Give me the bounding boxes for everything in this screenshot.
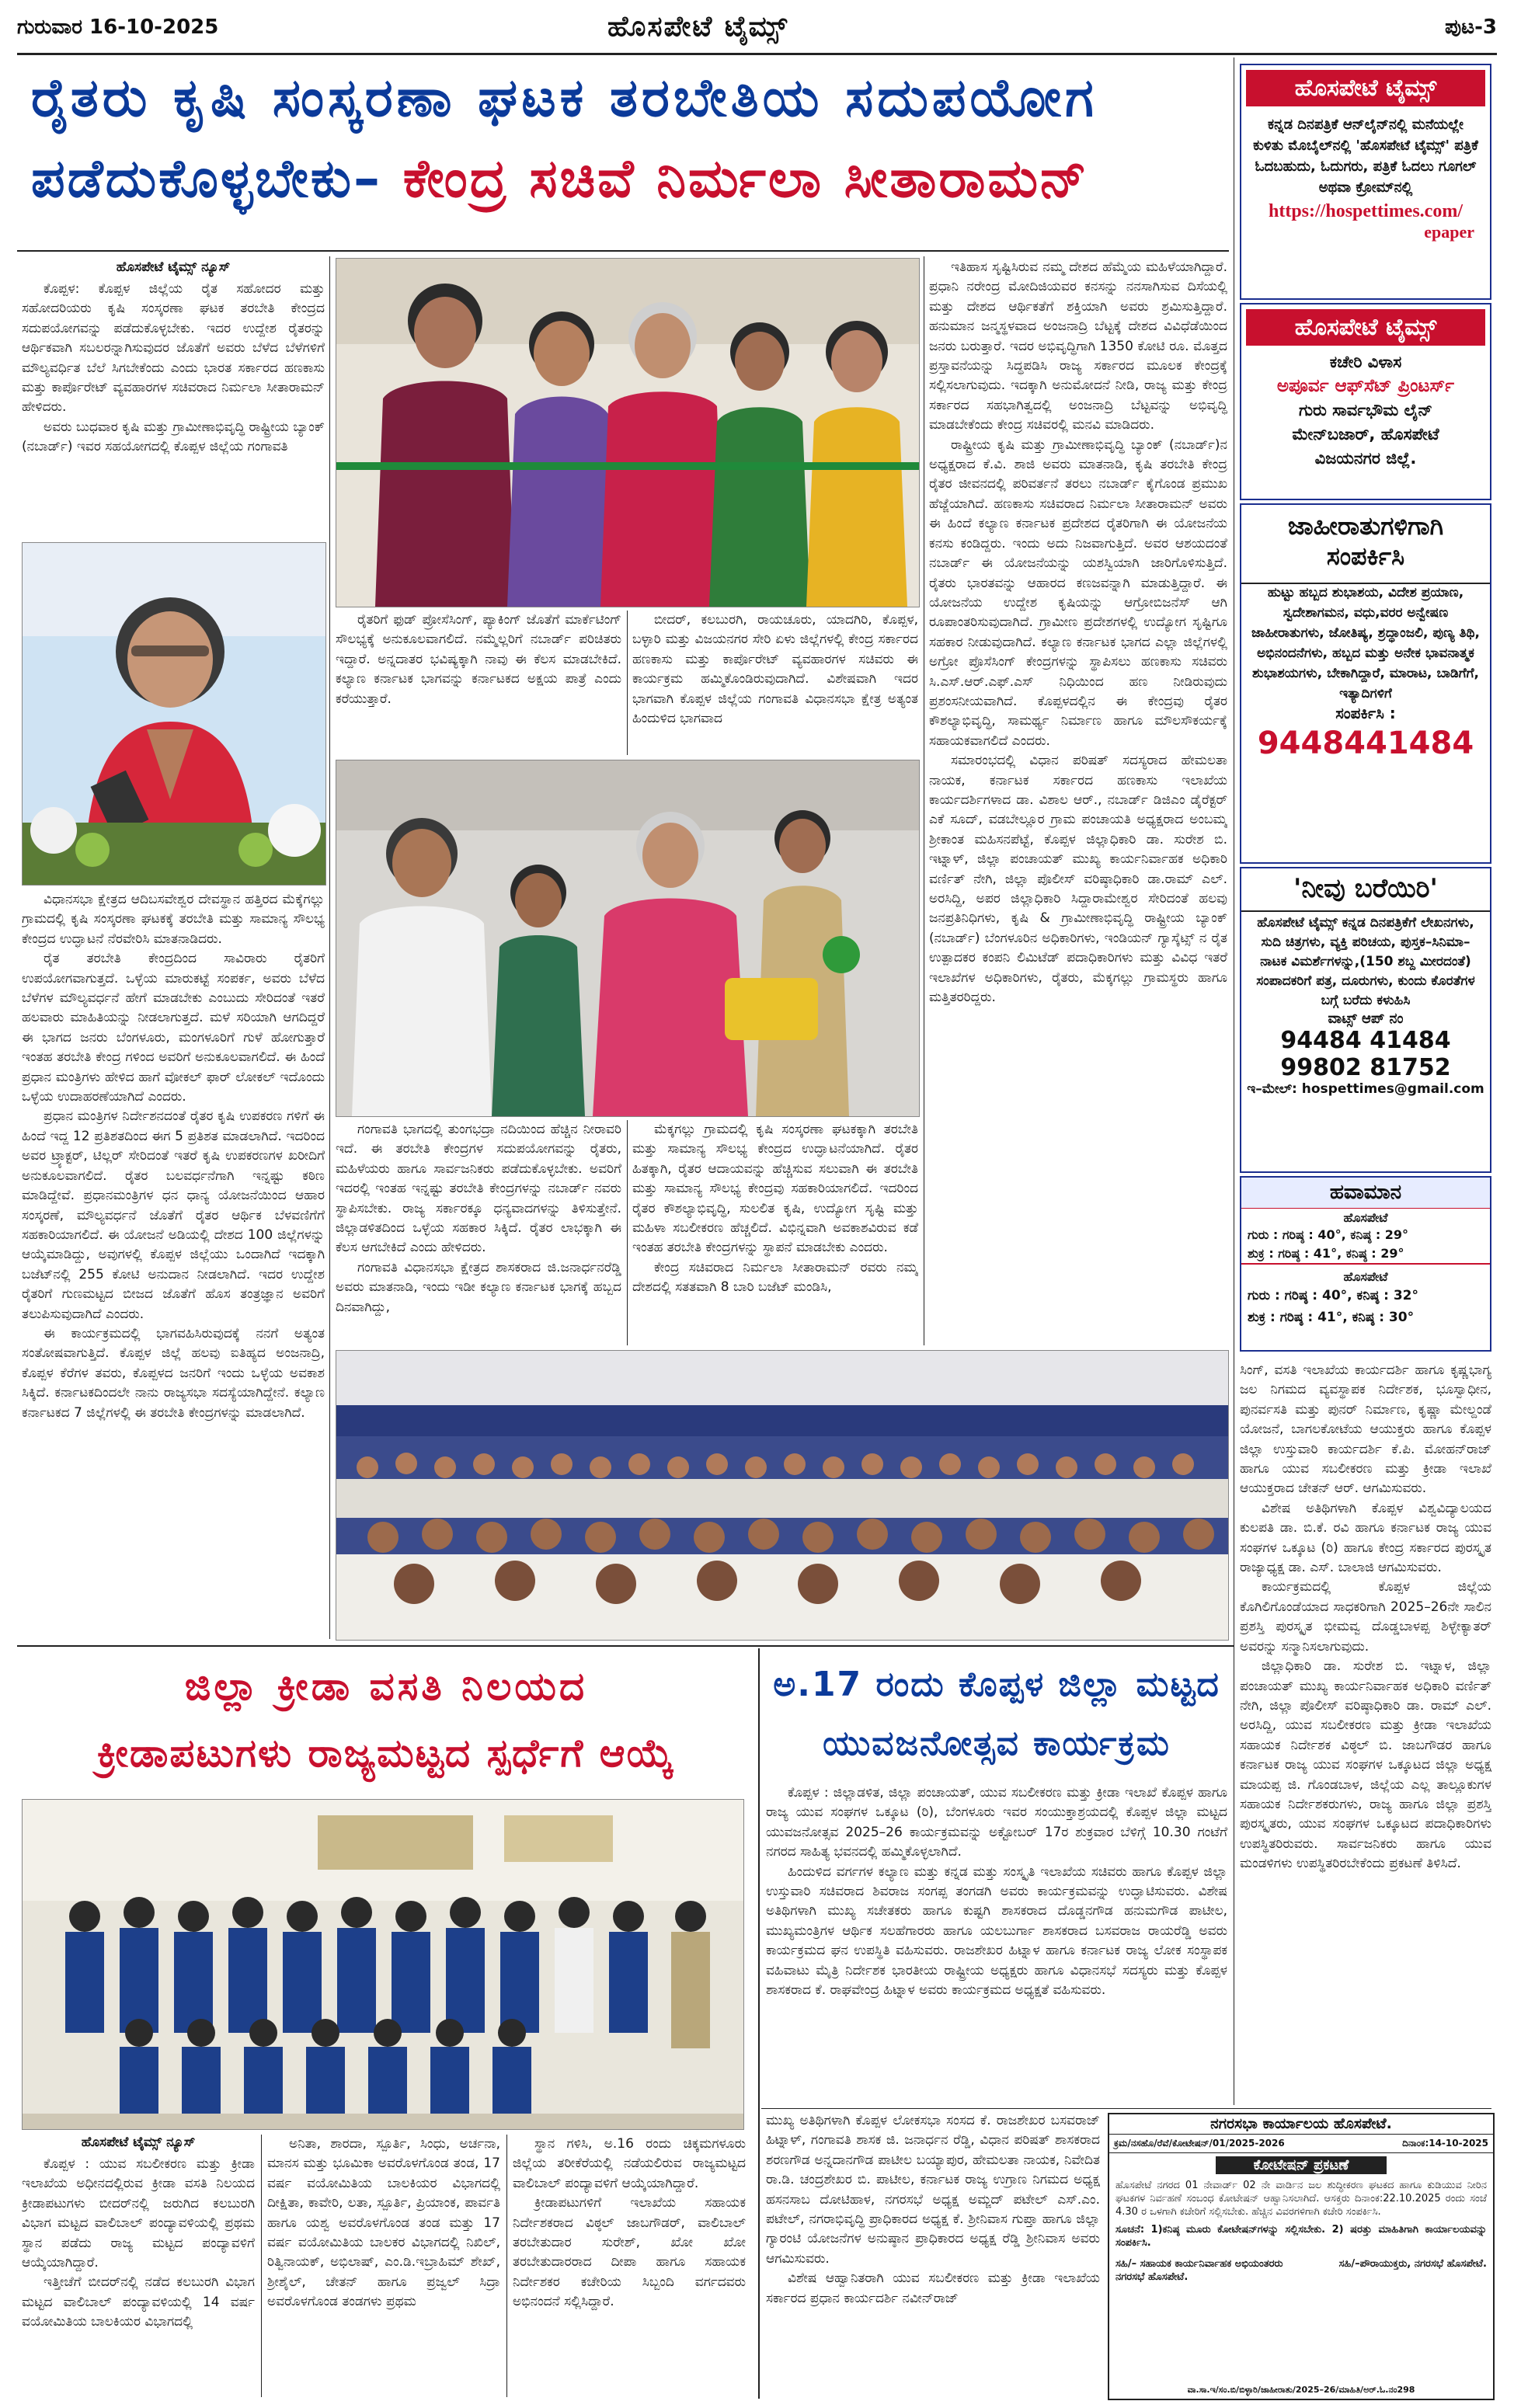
youth-headline-line2: ಯುವಜನೋತ್ಸವ ಕಾರ್ಯಕ್ರಮ (823, 1724, 1171, 1763)
office-label: ಕಚೇರಿ ವಿಳಾಸ (1329, 353, 1402, 371)
write-phone2[interactable]: 99802 81752 (1280, 1054, 1451, 1081)
quotation-notice (1108, 2113, 1495, 2400)
youth-col-bottom: ಮುಖ್ಯ ಅತಿಥಿಗಳಾಗಿ ಕೊಪ್ಪಳ ಲೋಕಸಭಾ ಸಂಸದ ಕೆ. ರಾಜಶೇಖರ ಬಸವರಾಜ್ ಹಿಟ್ನಾಳ್, ಗಂಗಾವತಿ ಶಾಸಕ ಜಿ. ಜನಾರ್ಧನ ರೆಡ್ಡಿ, ವಿಧಾನ ಪರಿಷತ್ ಶಾಸಕರಾದ ಶರಣಗೌಡ ಅನ್ನದಾನಗೌಡ ಪಾಟೀಲ ಬಯ್ಯಾಪುರ, ಹೇಮಲತಾ ನಾಯಕ, ನಿವೇದಿತ ರಾ.ಡಿ. ಚಂದ್ರಶೇಖರ ಬಿ. ಪಾಟೀಲ, ಕರ್ನಾಟಕ ರಾಜ್ಯ ಉಗ್ರಾಣ ನಿಗಮದ ಅಧ್ಯಕ್ಷ ಹಸನಸಾಬ ದೋಟಿಹಾಳ, ನಗರಸಭೆ ಅಧ್ಯಕ್ಷ ಅಮ್ಜದ್ ಪಟೇಲ್ ಎಸ್.ಎಂ. ಪಟೇಲ್, ನಗರಾಭಿವೃದ್ಧಿ ಪ್ರಾಧಿಕಾರದ ಅಧ್ಯಕ್ಷ ಕೆ. ಶ್ರೀನಿವಾಸ ಗುಪ್ತಾ ಹಾಗೂ ಜಿಲ್ಲಾ ಗ್ಯಾರಂಟಿ ಯೋಜನೆಗಳ ಅನುಷ್ಠಾನ ಪ್ರಾಧಿಕಾರದ ಅಧ್ಯಕ್ಷ ರೆಡ್ಡಿ ಶ್ರೀನಿವಾಸ ಅವರು ಆಗಮಿಸುವರು. ವಿಶೇಷ ಆಹ್ವಾನಿತರಾಗಿ ಯುವ ಸಬಲೀಕರಣ ಮತ್ತು ಕ್ರೀಡಾ ಇಲಾಖೆಯ ಸರ್ಕಾರದ ಪ್ರಧಾನ ಕಾರ್ಯದರ್ಶಿ ನವೀನ್‌ರಾಜ್ (766, 2113, 1100, 2306)
story-divider (758, 1648, 760, 2399)
epaper-label: epaper (1424, 222, 1474, 242)
write-whatsapp-label: ವಾಟ್ಸ್ ಆಪ್ ನಂ (1328, 1011, 1404, 1027)
notice-signatures: ಸಹಿ/– ಸಹಾಯಕ ಕಾರ್ಯನಿರ್ವಾಹಕ ಅಭಿಯಂತರರು ನಗರಸಭೆ ಹೊಸಪೇಟೆ. ಸಹಿ/–ಪೌರಾಯುಕ್ತರು, ನಗರಸಭೆ ಹೊಸಪೇಟೆ. (1115, 2258, 1487, 2283)
write-email[interactable]: ಇ–ಮೇಲ್: hospettimes@gmail.com (1247, 1081, 1484, 1097)
youth-headline-line1: ಅ.17 ರಂದು ಕೊಪ್ಪಳ ಜಿಲ್ಲಾ ಮಟ್ಟದ (773, 1665, 1220, 1704)
ads-phone[interactable]: 9448441484 (1257, 726, 1474, 761)
youth-continuation: ಸಿಂಗ್, ವಸತಿ ಇಲಾಖೆಯ ಕಾರ್ಯದರ್ಶಿ ಹಾಗೂ ಕೃಷ್ಣಭಾಗ್ಯ ಜಲ ನಿಗಮದ ವ್ಯವಸ್ಥಾಪಕ ನಿರ್ದೇಶಕ, ಭೂಸ್ವಾಧೀನ, ಪುನರ್ವಸತಿ ಮತ್ತು ಪುನರ್ ನಿರ್ಮಾಣ, ಕೃಷ್ಣಾ ಮೇಲ್ದಂಡೆ ಯೋಜನೆ, ಬಾಗಲಕೋಟೆಯ ಆಯುಕ್ತರು ಹಾಗೂ ಕೊಪ್ಪಳ ಜಿಲ್ಲಾ ಉಸ್ತುವಾರಿ ಕಾರ್ಯದರ್ಶಿ ಕೆ.ಪಿ. ಮೋಹನ್‌ರಾಜ್ ಹಾಗೂ ಯುವ ಸಬಲೀಕರಣ ಮತ್ತು ಕ್ರೀಡಾ ಇಲಾಖೆ ಆಯುಕ್ತರಾದ ಚೇತನ್ ಆರ್. ಆಗಮಿಸುವರು. ವಿಶೇಷ ಅತಿಥಿಗಳಾಗಿ ಕೊಪ್ಪಳ ವಿಶ್ವವಿದ್ಯಾಲಯದ ಕುಲಪತಿ ಡಾ. ಬಿ.ಕೆ. ರವಿ ಹಾಗೂ ಕರ್ನಾಟಕ ರಾಜ್ಯ ಯುವ ಸಂಘಗಳ ಒಕ್ಕೂಟ (ರಿ) ಹಾಗೂ ಕೇಂದ್ರ ಸರ್ಕಾರದ ಪುರಸ್ಕೃತ ರಾಜ್ಯಾಧ್ಯಕ್ಷ ಡಾ. ಎಸ್. ಬಾಲಾಜಿ ಆಗಮಿಸುವರು. ಕಾರ್ಯಕ್ರಮದಲ್ಲಿ ಕೊಪ್ಪಳ ಜಿಲ್ಲೆಯ ಕೊಗಿಲಿಗೊಂಡೆಯಾದ ಸಾಧಕರಿಗಾಗಿ 2025–26ನೇ ಸಾಲಿನ ಪ್ರಶಸ್ತಿ ಪುರಸ್ಕೃತ ಭೀಮವ್ವ ದೊಡ್ಡಬಾಳಪ್ಪ ಶಿಳ್ಳೇಕ್ಯಾತರ್ ಅವರನ್ನು ಸನ್ಮಾನಿಸಲಾಗುವುದು. ಜಿಲ್ಲಾಧಿಕಾರಿ ಡಾ. ಸುರೇಶ ಬಿ. ಇಟ್ನಾಳ, ಜಿಲ್ಲಾ ಪಂಚಾಯತ್ ಮುಖ್ಯ ಕಾರ್ಯನಿರ್ವಾಹಕ ಅಧಿಕಾರಿ ವರ್ಣಿತ್ ನೇಗಿ, ಜಿಲ್ಲಾ ಪೊಲೀಸ್ ವರಿಷ್ಠಾಧಿಕಾರಿ ಡಾ. ರಾಮ್ ಎಲ್. ಅರಸಿದ್ದಿ, ಯುವ ಸಬಲೀಕರಣ ಮತ್ತು ಕ್ರೀಡಾ ಇಲಾಖೆಯ ಸಹಾಯಕ ನಿರ್ದೇಶಕ ವಿಠ್ಠಲ್ ಬಿ. ಜಾಬಗೌಡರ ಹಾಗೂ ಕರ್ನಾಟಕ ರಾಜ್ಯ ಯುವ ಸಂಘಗಳ ಒಕ್ಕೂಟದ ಜಿಲ್ಲಾ ಅಧ್ಯಕ್ಷ ಮಾಯಪ್ಪ ಜಿ. ಗೊಂಡಬಾಳ, ಜಿಲ್ಲೆಯ ಎಲ್ಲ ತಾಲ್ಲೂಕುಗಳ ಸಹಾಯಕ ನಿರ್ದೇಶಕರುಗಳು, ರಾಜ್ಯ ಹಾಗೂ ಜಿಲ್ಲಾ ಪ್ರಶಸ್ತಿ ಪುರಸ್ಕೃತರು, ಯುವ ಸಂಘಗಳ ಒಕ್ಕೂಟದ ಪದಾಧಿಕಾರಿಗಳು ಉಪಸ್ಥಿತರಿರುವರು. ಸಾರ್ವಜನಿಕರು ಹಾಗೂ ಯುವ ಮಂಡಳಿಗಳು ಉಪಸ್ಥಿತರಿರಬೇಕೆಂದು ಪ್ರಕಟಣೆ ತಿಳಿಸಿದೆ. (1240, 1362, 1491, 1872)
ads-rule (1241, 583, 1490, 584)
office-box-title: ಹೊಸಪೇಟೆ ಟೈಮ್ಸ್ (1246, 309, 1485, 346)
lead-col1-bottom: ವಿಧಾನಸಭಾ ಕ್ಷೇತ್ರದ ಆದಿಬಸವೇಶ್ವರ ದೇವಸ್ಥಾನ ಹತ್ತಿರದ ಮೆಕ್ಕೆಗಲ್ಲು ಗ್ರಾಮದಲ್ಲಿ ಕೃಷಿ ಸಂಸ್ಕರಣಾ ಘಟಕಕ್ಕೆ ತರಬೇತಿ ಮತ್ತು ಸಾಮಾನ್ಯ ಸೌಲಭ್ಯ ಕೇಂದ್ರದ ಉದ್ಘಾಟನೆ ನೆರವೇರಿಸಿ ಮಾತನಾಡಿದರು. ರೈತ ತರಬೇತಿ ಕೇಂದ್ರದಿಂದ ಸಾವಿರಾರು ರೈತರಿಗೆ ಉಪಯೋಗವಾಗುತ್ತದೆ. ಒಳ್ಳೆಯ ಮಾರುಕಟ್ಟೆ ಸಂಪರ್ಕ, ಅವರು ಬೆಳೆದ ಬೆಳೆಗಳ ಮೌಲ್ಯವರ್ಧನೆ ಹೇಗೆ ಮಾಡಬೇಕು ಎಂಬುದು ಸೇರಿದಂತೆ ಇತರೆ ಹಲವಾರು ಮಾಹಿತಿಯನ್ನು ನೀಡಲಾಗುತ್ತದೆ. ಮಳೆ ಸರಿಯಾಗಿ ಆಗದಿದ್ದರೆ ಈ ಭಾಗದ ಜನರು ಬೆಂಗಳೂರು, ಮಂಗಳೂರಿಗೆ ಗುಳೆ ಹೋಗುತ್ತಾರೆ ಇಂತಹ ತರಬೇತಿ ಕೇಂದ್ರ ಗಳಿಂದ ಅವರಿಗೆ ಅನುಕೂಲವಾಗಲಿದೆ. ಈ ಹಿಂದೆ ಪ್ರಧಾನ ಮಂತ್ರಿಗಳು ಹೇಳಿದ ಹಾಗೆ ವೋಕಲ್ ಫಾರ್ ಲೋಕಲ್ ಇದೊಂದು ಒಳ್ಳೆಯ ಉದಾಹರಣೆಯಾಗಿದೆ ಎಂದರು. ಪ್ರಧಾನ ಮಂತ್ರಿಗಳ ನಿರ್ದೇಶನದಂತೆ ರೈತರ ಕೃಷಿ ಉಪಕರಣ ಗಳಿಗೆ ಈ ಹಿಂದೆ ಇದ್ದ 12 ಪ್ರತಿಶತದಿಂದ ಈಗ 5 ಪ್ರತಿಶತ ಮಾಡಲಾಗಿದೆ. ಇದರಿಂದ ಅವರ ಟ್ರ್ಯಾಕ್ಟರ್, ಟಿಲ್ಲರ್ ಸೇರಿದಂತೆ ಇತರೆ ಕೃಷಿ ಉಪಕರಣಗಳ ಖರೀದಿಗೆ ಅನುಕೂಲವಾಗಲಿದೆ. ರೈತರ ಬಲವರ್ಧನೆಗಾಗಿ ಇನ್ನಷ್ಟು ಕಠಿಣ ಮಾಡಿದ್ದೇವೆ. ಪ್ರಧಾನಮಂತ್ರಿಗಳ ಧನ ಧಾನ್ಯ ಯೋಜನೆಯಿಂದ ಆಹಾರ ಸಂಸ್ಕರಣೆ, ಮೌಲ್ಯವರ್ಧನೆ ಜೊತೆಗೆ ರೈತರ ಆರ್ಥಿಕ ಬೆಳವಣಿಗೆಗೆ ಸಹಕಾರಿಯಾಗಲಿದೆ. ಈ ಯೋಜನೆ ಅಡಿಯಲ್ಲಿ ದೇಶದ 100 ಜಿಲ್ಲೆಗಳನ್ನು ಆಯ್ಕೆಮಾಡಿದ್ದು, ಅವುಗಳಲ್ಲಿ ಕೊಪ್ಪಳ ಜಿಲ್ಲೆಯು ಒಂದಾಗಿದೆ ಇದಕ್ಕಾಗಿ ಬಜೆಟ್‌ನಲ್ಲಿ 255 ಕೋಟಿ ಅನುದಾನ ನೀಡಲಾಗಿದೆ. ಇದರ ಉದ್ದೇಶ ರೈತರಿಗೆ ಗುಣಮಟ್ಟದ ಬೀಜದ ಜೊತೆಗೆ ಹೊಸ ತಂತ್ರಜ್ಞಾನ ಅವರಿಗೆ ತಲುಪಿಸುವುದಾಗಿದೆ ಎಂದರು. ಈ ಕಾರ್ಯಕ್ರಮದಲ್ಲಿ ಭಾಗವಹಿಸಿರುವುದಕ್ಕೆ ನನಗೆ ಅತ್ಯಂತ ಸಂತೋಷವಾಗುತ್ತಿದೆ. ಕೊಪ್ಪಳ ಜಿಲ್ಲೆ ಹಲವು ಐತಿಹ್ಯದ ಅಂಜನಾದ್ರಿ, ಕೊಪ್ಪಳ ಕೆರೆಗಳ ತವರು, ಕೊಪ್ಪಳದ ಜನರಿಗೆ ಇಂದು ಒಳ್ಳೆಯ ಅವಕಾಶ ಸಿಕ್ಕಿದೆ. ಕರ್ನಾಟಕದಿಂದಲೇ ನಾನು ರಾಜ್ಯಸಭಾ ಸದಸ್ಯೆಯಾಗಿದ್ದೇನೆ. ಕಲ್ಯಾಣ ಕರ್ನಾಟಕದ 7 ಜಿಲ್ಲೆಗಳಲ್ಲಿ ಈ ತರಬೇತಿ ಕೇಂದ್ರಗಳನ್ನು ಮಾಡಲಾಗಿದೆ. (22, 892, 325, 1421)
weather-row: ಗುರು : ಗರಿಷ್ಠ : 40°, ಕನಿಷ್ಠ : 29° (1248, 1227, 1409, 1242)
lead-col3-mid: ಬೀದರ್, ಕಲಬುರಗಿ, ರಾಯಚೂರು, ಯಾದಗಿರಿ, ಕೊಪ್ಪಳ, ಬಳ್ಳಾರಿ ಮತ್ತು ವಿಜಯನಗರ ಸೇರಿ ಏಳು ಜಿಲ್ಲೆಗಳಲ್ಲಿ ಕೇಂದ್ರ ಸರ್ಕಾರದ ಹಣಕಾಸು ಮತ್ತು ಕಾರ್ಪೊರೇಟ್ ವ್ಯವಹಾರಗಳ ಸಚಿವರು ಈ ಕಾರ್ಯಕ್ರಮ ಹಮ್ಮಿಕೊಂಡಿರುವುದಾಗಿದೆ. ವಿಶೇಷವಾಗಿ ಇದರ ಭಾಗವಾಗಿ ಕೊಪ್ಪಳ ಜಿಲ್ಲೆಯ ಗಂಗಾವತಿ ವಿಧಾನಸಭಾ ಕ್ಷೇತ್ರ ಅತ್ಯಂತ ಹಿಂದುಳಿದ ಭಾಗವಾದ (632, 612, 918, 727)
sports-headline-line2: ಕ್ರೀಡಾಪಟುಗಳು ರಾಜ್ಯಮಟ್ಟದ ಸ್ಪರ್ಧೆಗೆ ಆಯ್ಕೆ (97, 1731, 675, 1776)
paper-name: ಹೊಸಪೇಟೆ ಟೈಮ್ಸ್ (607, 11, 789, 43)
lead-col2-bottom: ಗಂಗಾವತಿ ಭಾಗದಲ್ಲಿ ತುಂಗಭದ್ರಾ ನದಿಯಿಂದ ಹೆಚ್ಚಿನ ನೀರಾವರಿ ಇದೆ. ಈ ತರಬೇತಿ ಕೇಂದ್ರಗಳ ಸದುಪಯೋಗವನ್ನು ರೈತರು, ಮಹಿಳೆಯರು ಹಾಗೂ ಸಾರ್ವಜನಿಕರು ಪಡೆದುಕೊಳ್ಳಬೇಕು. ಅವರಿಗೆ ಇದರಲ್ಲಿ ಇಂತಹ ಇನ್ನಷ್ಟು ತರಬೇತಿ ಕೇಂದ್ರಗಳನ್ನು ನಬಾರ್ಡ್ ನವರು ಸ್ಥಾಪಿಸಬೇಕು. ರಾಜ್ಯ ಸರ್ಕಾರಕ್ಕೂ ಧನ್ಯವಾದಗಳನ್ನು ತಿಳಿಸುತ್ತೇನೆ. ಜಿಲ್ಲಾಡಳಿತದಿಂದ ಒಳ್ಳೆಯ ಸಹಕಾರ ಸಿಕ್ಕಿದೆ. ರೈತರ ಲಾಭಕ್ಕಾಗಿ ಈ ಕೆಲಸ ಆಗಬೇಕಿದೆ ಎಂದು ಹೇಳಿದರು. ಗಂಗಾವತಿ ವಿಧಾನಸಭಾ ಕ್ಷೇತ್ರದ ಶಾಸಕರಾದ ಜಿ.ಜನಾರ್ಧನರೆಡ್ಡಿ ಅವರು ಮಾತನಾಡಿ, ಇಂದು ಇಡೀ ಕಲ್ಯಾಣ ಕರ್ನಾಟಕ ಭಾಗಕ್ಕೆ ಹಬ್ಬದ ದಿನವಾಗಿದ್ದು, (336, 1122, 621, 1315)
lead-headline-line2 (31, 144, 1212, 214)
write-text: ಹೊಸಪೇಟೆ ಟೈಮ್ಸ್ ಕನ್ನಡ ದಿನಪತ್ರಿಕೆಗೆ ಲೇಖನಗಳು, ಸುದಿ ಚಿತ್ರಗಳು, ವ್ಯಕ್ತಿ ಪರಿಚಯ, ಪುಸ್ತಕ–ಸಿನಿಮಾ–ನಾಟಕ ವಿಮರ್ಶೆಗಳನ್ನು,(150 ಶಬ್ದ ಮೀರದಂತೆ) ಸಂಪಾದಕರಿಗೆ ಪತ್ರ, ದೂರುಗಳು, ಕುಂದು ಕೊರತೆಗಳ ಬಗ್ಗೆ ಬರೆದು ಕಳುಹಿಸಿ (1256, 915, 1475, 1008)
notice-footer: ವಾ.ಸಾ.ಇ/ಸಂ.ಬಿ/ಬಿಳ್ಳಾರಿ/ಜಾಹೀರಾತು/2025–26/ಮಾಹಿತಿ/ಅರ್.ಓ.ನಂ298 (1187, 2385, 1415, 2395)
notice-title: ಕೋಟೇಷನ್ ಪ್ರಕಟಣೆ (1216, 2156, 1387, 2174)
sidebar-weather-box (1240, 1176, 1491, 1352)
sidebar-epaper-box (1240, 64, 1491, 300)
notice-office: ನಗರಸಭಾ ಕಾರ್ಯಾಲಯ ಹೊಸಪೇಟೆ. (1109, 2114, 1493, 2135)
sidebar-ads-box (1240, 503, 1491, 864)
ads-text: ಹುಟ್ಟು ಹಬ್ಬದ ಶುಭಾಶಯ, ವಿದೇಶ ಪ್ರಯಾಣ, ಸ್ವದೇಶಾಗಮನ, ವಧು,ವರರ ಅನ್ವೇಷಣ ಜಾಹೀರಾತುಗಳು, ಜೋತಿಷ್ಯ, ಶ್ರದ್ಧಾಂಜಲಿ, ಪುಣ್ಯ ತಿಥಿ, ಅಭಿನಂದನೆಗಳು, ಹಬ್ಬದ ಮತ್ತು ಅನೇಕ ಭಾವನಾತ್ಮಕ ಶುಭಾಶಯಗಳು, ಬೇಕಾಗಿದ್ದಾರೆ, ಮಾರಾಟ, ಬಾಡಿಗೆಗೆ, ಇತ್ಯಾದಿಗಳಿಗೆ (1251, 585, 1480, 701)
sports-team-photo (22, 1799, 744, 2130)
col-rule-1 (329, 256, 330, 1639)
weather-city2: ಹೊಸಪೇಟೆ (1343, 1269, 1388, 1284)
epaper-box-text: ಕನ್ನಡ ದಿನಪತ್ರಿಕೆ ಆನ್‌ಲೈನ್‌ನಲ್ಲಿ ಮನೆಯಲ್ಲೇ ಕುಳಿತು ಮೊಬೈಲ್‌ನಲ್ಲಿ 'ಹೊಸಪೇಟೆ ಟೈಮ್ಸ್' ಪತ್ರಿಕೆ ಓದಬಹುದು, ಓದುಗರು, ಪತ್ರಿಕೆ ಓದಲು ಗೂಗಲ್ ಅಥವಾ ಕ್ರೋಮ್‌ನಲ್ಲಿ (1253, 117, 1478, 196)
headline-rule (17, 250, 1229, 252)
lead-col3-bottom: ಮೆಕ್ಕಗಲ್ಲು ಗ್ರಾಮದಲ್ಲಿ ಕೃಷಿ ಸಂಸ್ಕರಣಾ ಘಟಕಕ್ಕಾಗಿ ತರಬೇತಿ ಮತ್ತು ಸಾಮಾನ್ಯ ಸೌಲಭ್ಯ ಕೇಂದ್ರದ ಉದ್ಘಾಟನೆಯಾಗಿದೆ. ರೈತರ ಹಿತಕ್ಕಾಗಿ, ರೈತರ ಆದಾಯವನ್ನು ಹೆಚ್ಚಿಸುವ ಸಲುವಾಗಿ ಈ ತರಬೇತಿ ಮತ್ತು ಸಾಮಾನ್ಯ ಸೌಲಭ್ಯ ಕೇಂದ್ರವು ಸಹಕಾರಿಯಾಗಲಿದೆ. ಇದರಿಂದ ರೈತರ ಕೌಶಲ್ಯಾಭಿವೃದ್ಧಿ, ಸುಲಲಿತ ಕೃಷಿ, ಉದ್ಯೋಗ ಸೃಷ್ಟಿ ಮತ್ತು ಮಹಿಳಾ ಸಬಲೀಕರಣ ಹೆಚ್ಚಲಿದೆ. ವಿಭಿನ್ನವಾಗಿ ಅವಕಾಶವಿರುವ ಕಡೆ ಇಂತಹ ತರಬೇತಿ ಕೇಂದ್ರಗಳನ್ನು ಸ್ಥಾಪನೆ ಮಾಡಬೇಕು ಎಂದರು. ಕೇಂದ್ರ ಸಚಿವರಾದ ನಿರ್ಮಲಾ ಸೀತಾರಾಮನ್ ರವರು ನಮ್ಮ ದೇಶದಲ್ಲಿ ಸತತವಾಗಿ 8 ಬಾರಿ ಬಜೆಟ್ ಮಂಡಿಸಿ, (632, 1122, 918, 1296)
inspection-photo (336, 760, 920, 1117)
write-title: 'ನೀವು ಬರೆಯಿರಿ' (1293, 873, 1438, 904)
sports-byline: ಹೊಸಪೇಟೆ ಟೈಮ್ಸ್ ನ್ಯೂಸ್ (81, 2135, 196, 2150)
col-rule-2 (627, 611, 628, 755)
epaper-box-title: ಹೊಸಪೇಟೆ ಟೈಮ್ಸ್ (1246, 70, 1485, 106)
weather-title: ಹವಾಮಾನ (1241, 1178, 1490, 1209)
notice-body: ಹೊಸಪೇಟೆ ನಗರದ 01 ನೇವಾರ್ಡ್ 02 ನೇ ವಾರ್ಡಿನ ಜಲ ಶುದ್ಧೀಕರಣ ಘಟಕದ ಹಾಗೂ ಕುಡಿಯುವ ನೀರಿನ ಘಟಕಗಳ ನಿರ್ವಹಣೆ ಸಂಬಂಧ ಕೋಟೇಷನ್ ಆಹ್ವಾನಿಸಲಾಗಿದೆ. ಆಸಕ್ತರು ದಿನಾಂಕ:22.10.2025 ರಂದು ಸಂಜೆ 4.30 ರ ಒಳಗಾಗಿ ಕಚೇರಿಗೆ ಸಲ್ಲಿಸಬೇಕು. ಹೆಚ್ಚಿನ ವಿವರಗಳಿಗಾಗಿ ಕಚೇರಿ ಸಂಪರ್ಕಿಸಿ. (1115, 2180, 1487, 2218)
write-phone1[interactable]: 94484 41484 (1280, 1027, 1451, 1054)
youth-rule (761, 2108, 1491, 2109)
ads-title2: ಸಂಪರ್ಕಿಸಿ (1326, 541, 1405, 571)
office-line3: ಗುರು ಸಾರ್ವಭೌಮ ಲೈನ್ (1299, 401, 1432, 419)
sports-col3: ಸ್ಥಾನ ಗಳಿಸಿ, ಅ.16 ರಂದು ಚಿಕ್ಕಮಗಳೂರು ಜಿಲ್ಲೆಯ ತರೀಕೆರೆಯಲ್ಲಿ ನಡೆಯಲಿರುವ ರಾಜ್ಯಮಟ್ಟದ ವಾಲಿಬಾಲ್ ಪಂದ್ಯಾವಳಿಗೆ ಆಯ್ಕೆಯಾಗಿದ್ದಾರೆ. ಕ್ರೀಡಾಪಟುಗಳಿಗೆ ಇಲಾಖೆಯ ಸಹಾಯಕ ನಿರ್ದೇಶಕರಾದ ವಿಠ್ಠಲ್ ಜಾಬಗೌಡರ್, ವಾಲಿಬಾಲ್ ತರಬೇತುದಾರ ಸುರೇಶ್, ಖೋ ಖೋ ತರಬೇತುದಾರರಾದ ದೀಪಾ ಹಾಗೂ ಸಹಾಯಕ ನಿರ್ದೇಶಕರ ಕಚೇರಿಯ ಸಿಬ್ಬಂದಿ ವರ್ಗದವರು ಅಭಿನಂದನೆ ಸಲ್ಲಿಸಿದ್ದಾರೆ. (513, 2136, 746, 2310)
lead-col2-mid: ರೈತರಿಗೆ ಫುಡ್ ಪ್ರೋಸೆಸಿಂಗ್, ಪ್ಯಾಕಿಂಗ್ ಜೊತೆಗೆ ಮಾರ್ಕೆಟಿಂಗ್ ಸೌಲಭ್ಯಕ್ಕೆ ಅನುಕೂಲವಾಗಲಿದೆ. ನಮ್ಮೆಲ್ಲರಿಗೆ ನಬಾರ್ಡ್ ಪರಿಚಿತರು ಇದ್ದಾರೆ. ಅನ್ನದಾತರ ಭವಿಷ್ಯಕ್ಕಾಗಿ ನಾವು ಈ ಕೆಲಸ ಮಾಡಬೇಕಿದೆ. ಕಲ್ಯಾಣ ಕರ್ನಾಟಕ ಭಾಗವನ್ನು ಕರ್ನಾಟಕದ ಅಕ್ಷಯ ಪಾತ್ರೆ ಎಂದು ಕರೆಯುತ್ತಾರೆ. (336, 612, 621, 707)
lead-col1-top: ಕೊಪ್ಪಳ: ಕೊಪ್ಪಳ ಜಿಲ್ಲೆಯ ರೈತ ಸಹೋದರ ಮತ್ತು ಸಹೋದರಿಯರು ಕೃಷಿ ಸಂಸ್ಕರಣಾ ಘಟಕ ತರಬೇತಿ ಕೇಂದ್ರದ ಸದುಪಯೋಗವನ್ನು ಪಡೆದುಕೊಳ್ಳಬೇಕು. ಇದರ ಉದ್ದೇಶ ರೈತರನ್ನು ಆರ್ಥಿಕವಾಗಿ ಸಬಲರನ್ನಾಗಿಸುವುದರ ಜೊತೆಗೆ ಅವರು ಬೆಳೆದ ಬೆಳೆಗಳಿಗೆ ಮೌಲ್ಯವರ್ಧಿತ ಬೆಲೆ ಸಿಗಬೇಕೆಂದು ಎಂದು ಭಾರತ ಸರ್ಕಾರದ ಹಣಕಾಸು ಮತ್ತು ಕಾರ್ಪೊರೇಟ್ ವ್ಯವಹಾರಗಳ ಸಚಿವರಾದ ನಿರ್ಮಲಾ ಸೀತಾರಾಮನ್ ಹೇಳಿದರು. ಅವರು ಬುಧವಾರ ಕೃಷಿ ಮತ್ತು ಗ್ರಾಮೀಣಾಭಿವೃದ್ಧಿ ರಾಷ್ಟ್ರೀಯ ಬ್ಯಾಂಕ್ (ನಬಾರ್ಡ್) ಇವರ ಸಹಯೋಗದಲ್ಲಿ ಕೊಪ್ಪಳ ಜಿಲ್ಲೆಯ ಗಂಗಾವತಿ (22, 281, 325, 455)
notice-note: ಸೂಚನೆ: 1)ಕನಿಷ್ಠ ಮೂರು ಕೋಟೇಷನ್‌ಗಳನ್ನು ಸಲ್ಲಿಸಬೇಕು. 2) ಷರತ್ತು ಮಾಹಿತಿಗಾಗಿ ಕಾರ್ಯಾಲಯವನ್ನು ಸಂಪರ್ಕಿಸಿ. (1115, 2224, 1487, 2249)
sidebar-office-box (1240, 303, 1491, 500)
write-rule (1241, 910, 1490, 912)
lead-headline-part1: ಪಡೆದುಕೊಳ್ಳಬೇಕು– (31, 148, 383, 210)
sports-rule-2 (506, 2135, 507, 2397)
office-line4: ಮೇನ್‌ಬಜಾರ್, ಹೊಸಪೇಟೆ (1292, 425, 1439, 444)
col-rule-3 (627, 1120, 628, 1345)
sports-col2: ಅನಿತಾ, ಶಾರದಾ, ಸ್ಪೂರ್ತಿ, ಸಿಂಧು, ಅರ್ಚನಾ, ಮಾನಸ ಮತ್ತು ಭೂಮಿಕಾ ಅವರೊಳಗೊಂಡ ತಂಡ, 17 ವರ್ಷ ವಯೋಮಿತಿಯ ಬಾಲಕಿಯರ ವಿಭಾಗದಲ್ಲಿ ದೀಕ್ಷಿತಾ, ಕಾವೇರಿ, ಲತಾ, ಸ್ಪೂರ್ತಿ, ಪ್ರಿಯಾಂಕ, ಪಾರ್ವತಿ ಹಾಗೂ ಯಶ್ವ ಅವರೊಳಗೊಂಡ ತಂಡ ಮತ್ತು 17 ವರ್ಷ ವಯೋಮಿತಿಯ ಬಾಲಕರ ವಿಭಾಗದಲ್ಲಿ ನಿಖಿಲ್, ರಿತ್ವಿನಾಯಕ್, ಅಭಿಲಾಷ್, ಎಂ.ಡಿ.ಇಬ್ರಾಹಿಮ್ ಶೇಖ್, ಶ್ರೀಶೈಲ್, ಚೇತನ್ ಹಾಗೂ ಪ್ರಜ್ವಲ್ ಸಿದ್ರಾ ಅವರೊಳಗೊಂಡ ತಂಡಗಳು ಪ್ರಥಮ (267, 2136, 500, 2310)
sidebar-write-box (1240, 867, 1491, 1173)
masthead (17, 6, 1497, 51)
sports-col1: ಕೊಪ್ಪಳ : ಯುವ ಸಬಲೀಕರಣ ಮತ್ತು ಕ್ರೀಡಾ ಇಲಾಖೆಯ ಅಧೀನದಲ್ಲಿರುವ ಕ್ರೀಡಾ ವಸತಿ ನಿಲಯದ ಕ್ರೀಡಾಪಟುಗಳು ಬೀದರ್‌ನಲ್ಲಿ ಜರುಗಿದ ಕಲಬುರಗಿ ವಿಭಾಗ ಮಟ್ಟದ ವಾಲಿಬಾಲ್ ಪಂದ್ಯಾವಳಿಯಲ್ಲಿ ಪ್ರಥಮ ಸ್ಥಾನ ಪಡೆದು ರಾಜ್ಯ ಮಟ್ಟದ ಪಂದ್ಯಾವಳಿಗೆ ಆಯ್ಕೆಯಾಗಿದ್ದಾರೆ. ಇತ್ತೀಚೆಗೆ ಬೀದರ್‌ನಲ್ಲಿ ನಡೆದ ಕಲಬುರಗಿ ವಿಭಾಗ ಮಟ್ಟದ ವಾಲಿಬಾಲ್ ಪಂದ್ಯಾವಳಿಯಲ್ಲಿ 14 ವರ್ಷ ವಯೋಮಿತಿಯ ಬಾಲಕಿಯರ ವಿಭಾಗದಲ್ಲಿ (22, 2156, 255, 2330)
minister-speech-photo (22, 542, 326, 886)
ribbon-cutting-photo (336, 258, 920, 607)
weather-row: ಗುರು : ಗರಿಷ್ಠ : 40°, ಕನಿಷ್ಠ : 32° (1248, 1288, 1419, 1303)
youth-col: ಕೊಪ್ಪಳ : ಜಿಲ್ಲಾಡಳಿತ, ಜಿಲ್ಲಾ ಪಂಚಾಯತ್, ಯುವ ಸಬಲೀಕರಣ ಮತ್ತು ಕ್ರೀಡಾ ಇಲಾಖೆ ಕೊಪ್ಪಳ ಹಾಗೂ ರಾಜ್ಯ ಯುವ ಸಂಘಗಳ ಒಕ್ಕೂಟ (ರಿ), ಬೆಂಗಳೂರು ಇವರ ಸಂಯುಕ್ತಾಶ್ರಯದಲ್ಲಿ ಕೊಪ್ಪಳ ಜಿಲ್ಲಾ ಮಟ್ಟದ ಯುವಜನೋತ್ಸವ 2025–26 ಕಾರ್ಯಕ್ರಮವನ್ನು ಅಕ್ಟೋಬರ್ 17ರ ಶುಕ್ರವಾರ ಬೆಳಿಗ್ಗೆ 10.30 ಗಂಟೆಗೆ ನಗರದ ಸಾಹಿತ್ಯ ಭವನದಲ್ಲಿ ಹಮ್ಮಿಕೊಳ್ಳಲಾಗಿದೆ. ಹಿಂದುಳಿದ ವರ್ಗಗಳ ಕಲ್ಯಾಣ ಮತ್ತು ಕನ್ನಡ ಮತ್ತು ಸಂಸ್ಕೃತಿ ಇಲಾಖೆಯ ಸಚಿವರು ಹಾಗೂ ಕೊಪ್ಪಳ ಜಿಲ್ಲಾ ಉಸ್ತುವಾರಿ ಸಚಿವರಾದ ಶಿವರಾಜ ಸಂಗಪ್ಪ ತಂಗಡಗಿ ಅವರು ಕಾರ್ಯಕ್ರಮವನ್ನು ಉದ್ಘಾಟಿಸುವರು. ವಿಶೇಷ ಅತಿಥಿಗಳಾಗಿ ಮುಖ್ಯ ಸಚೇತಕರು ಹಾಗೂ ಕುಷ್ಟಗಿ ಶಾಸಕರಾದ ದೊಡ್ಡನಗೌಡ ಹನುಮಗೌಡ ಪಾಟೀಲ, ಮುಖ್ಯಮಂತ್ರಿಗಳ ಆರ್ಥಿಕ ಸಲಹೆಗಾರರು ಹಾಗೂ ಯಲಬುರ್ಗಾ ಶಾಸಕರಾದ ಬಸವರಾಜ ರಾಯರೆಡ್ಡಿ ಅವರು ಕಾರ್ಯಕ್ರಮದ ಘನ ಉಪಸ್ಥಿತಿ ವಹಿಸುವರು. ರಾಜಶೇಖರ ಹಿಟ್ನಾಳ ಹಾಗೂ ಕರ್ನಾಟಕ ರಾಜ್ಯ ಲೋಕ ಸಂಸ್ಥಾಪಕ ವಹಿವಾಟು ಮೈತ್ರಿ ನಿರ್ದೇಶಕ ಭಾರತೀಯ ರಾಷ್ಟ್ರೀಯ ಅಧ್ಯಕ್ಷರು ಹಾಗೂ ವಿಧಾನಸಭೆ ಸದಸ್ಯರು ಮತ್ತು ಕೊಪ್ಪಳ ಶಾಸಕರಾದ ಕೆ. ರಾಘವೇಂದ್ರ ಹಿಟ್ನಾಳ ಅವರು ಕಾರ್ಯಕ್ರಮದ ಅಧ್ಯಕ್ಷತೆ ವಹಿಸುವರು. (766, 1785, 1227, 1999)
ads-contact-label: ಸಂಪರ್ಕಿಸಿ : (1335, 704, 1396, 722)
office-line5: ವಿಜಯನಗರ ಜಿಲ್ಲೆ. (1314, 449, 1417, 468)
epaper-url-link[interactable]: https://hospettimes.com/ (1269, 201, 1463, 221)
sports-rule-1 (261, 2135, 262, 2397)
weather-row: ಶುಕ್ರ : ಗರಿಷ್ಠ : 41°, ಕನಿಷ್ಠ : 30° (1248, 1310, 1415, 1325)
masthead-rule (17, 53, 1497, 55)
sports-headline-line1: ಜಿಲ್ಲಾ ಕ್ರೀಡಾ ವಸತಿ ನಿಲಯದ (184, 1664, 588, 1709)
lead-headline-line1: ರೈತರು ಕೃಷಿ ಸಂಸ್ಕರಣಾ ಘಟಕ ತರಬೇತಿಯ ಸದುಪಯೋಗ (31, 68, 1098, 129)
notice-refline: ಕ್ರಮ/ನಸಹೊ/ರೆವೆ/ಕೋಟೇಷನ್/01/2025-2026 ದಿನಾಂಕ:14-10-2025 (1109, 2135, 1493, 2153)
issue-date: ಗುರುವಾರ 16-10-2025 (17, 16, 219, 39)
page-number: ಪುಟ-3 (1444, 16, 1497, 39)
section-rule (17, 1645, 1234, 1647)
ads-title1: ಜಾಹೀರಾತುಗಳಿಗಾಗಿ (1287, 511, 1444, 541)
lead-headline-part2: ಕೇಂದ್ರ ಸಚಿವೆ ನಿರ್ಮಲಾ ಸೀತಾರಾಮನ್ (402, 148, 1089, 210)
audience-photo (336, 1350, 1229, 1641)
weather-row: ಶುಕ್ರ : ಗರಿಷ್ಠ : 41°, ಕನಿಷ್ಠ : 29° (1241, 1244, 1490, 1265)
office-printer: ಅಪೂರ್ವ ಆಫ್‌ಸೆಟ್ ಪ್ರಿಂಟರ್ಸ್ (1276, 376, 1455, 396)
weather-city1: ಹೊಸಪೇಟೆ (1343, 1210, 1388, 1225)
lead-byline: ಹೊಸಪೇಟೆ ಟೈಮ್ಸ್ ನ್ಯೂಸ್ (116, 259, 231, 275)
lead-col4: ಇತಿಹಾಸ ಸೃಷ್ಟಿಸಿರುವ ನಮ್ಮ ದೇಶದ ಹೆಮ್ಮೆಯ ಮಹಿಳೆಯಾಗಿದ್ದಾರೆ. ಪ್ರಧಾನಿ ನರೇಂದ್ರ ಮೋದಿಜಿಯವರ ಕನಸನ್ನು ನನಸಾಗಿಸುವ ದಿಸೆಯಲ್ಲಿ ಮತ್ತು ದೇಶದ ಆರ್ಥಿಕತೆಗೆ ಶಕ್ತಿಯಾಗಿ ಅವರು ಶ್ರಮಿಸುತ್ತಿದ್ದಾರೆ. ಹನುಮಾನ ಜನ್ಮಸ್ಥಳವಾದ ಅಂಜನಾದ್ರಿ ಬೆಟ್ಟಕ್ಕೆ ದೇಶದ ವಿವಿಧೆಡೆಯಿಂದ ಜನರು ಬರುತ್ತಾರೆ. ಇದರ ಅಭಿವೃದ್ಧಿಗಾಗಿ 1350 ಕೋಟಿ ರೂ. ಮೊತ್ತದ ಪ್ರಸ್ತಾವನೆಯನ್ನು ಸಿದ್ಧಪಡಿಸಿ ರಾಜ್ಯ ಸರ್ಕಾರದ ಮೂಲಕ ಕೇಂದ್ರಕ್ಕೆ ಸಲ್ಲಿಸಲಾಗುವುದು. ಇದಕ್ಕಾಗಿ ಅನುಮೋದನೆ ನೀಡಿ, ರಾಜ್ಯ ಮತ್ತು ಕೇಂದ್ರ ಸರ್ಕಾರದ ಸಹಭಾಗಿತ್ವದಲ್ಲಿ ಅಂಜನಾದ್ರಿ ಬೆಟ್ಟವನ್ನು ಅಭಿವೃದ್ಧಿ ಮಾಡಬೇಕೆಂದು ಕೇಂದ್ರ ಸಚಿವರಲ್ಲಿ ಮನವಿ ಮಾಡಿದರು. ರಾಷ್ಟ್ರೀಯ ಕೃಷಿ ಮತ್ತು ಗ್ರಾಮೀಣಾಭಿವೃದ್ಧಿ ಬ್ಯಾಂಕ್ (ನಬಾರ್ಡ್)ನ ಅಧ್ಯಕ್ಷರಾದ ಕೆ.ವಿ. ಶಾಜಿ ಅವರು ಮಾತನಾಡಿ, ಕೃಷಿ ತರಬೇತಿ ಕೇಂದ್ರ ರೈತರ ಜೀವನದಲ್ಲಿ ಪರಿವರ್ತನೆ ತರಲು ನಬಾರ್ಡ್ ಕೈಗೊಂಡ ಪ್ರಮುಖ ಹೆಜ್ಜೆಯಾಗಿದೆ. ಹಣಕಾಸು ಸಚಿವರಾದ ನಿರ್ಮಲಾ ಸೀತಾರಾಮನ್ ಅವರು ಈ ಹಿಂದೆ ಕಲ್ಯಾಣ ಕರ್ನಾಟಕ ಪ್ರದೇಶದ ರೈತರಿಗಾಗಿ ಈ ಯೋಜನೆಯ ಕನಸು ಕಂಡಿದ್ದರು. ಇಂದು ಅದು ನಿಜವಾಗುತ್ತಿದೆ. ಅವರ ಆಶಯದಂತೆ ನಬಾರ್ಡ್ ಈ ಯೋಜನೆಯನ್ನು ಯಶಸ್ವಿಯಾಗಿ ಜಾರಿಗೊಳಿಸುತ್ತಿದೆ. ರೈತರು ಭಾರತವನ್ನು ಆಹಾರದ ಕಣಜವನ್ನಾಗಿ ಮಾಡುತ್ತಿದ್ದಾರೆ. ಈ ಯೋಜನೆಯ ಉದ್ದೇಶ ಕೃಷಿಯನ್ನು ಆಗ್ರೋಬಿಜನೆಸ್ ಆಗಿ ರೂಪಾಂತರಿಸುವುದಾಗಿದೆ. ಗ್ರಾಮೀಣ ಪ್ರದೇಶಗಳಲ್ಲಿ ಉದ್ಯೋಗ ಸೃಷ್ಟಿಗೂ ಸಹಕಾರ ನೀಡುವುದಾಗಿದೆ. ಕಲ್ಯಾಣ ಕರ್ನಾಟಕ ಭಾಗದ ಎಲ್ಲಾ ಜಿಲ್ಲೆಗಳಲ್ಲಿ ಅಗ್ರೋ ಪ್ರೊಸೆಸಿಂಗ್ ಕೇಂದ್ರಗಳನ್ನು ಸ್ಥಾಪಿಸಲು ಹಣಕಾಸು ಸಚಿವರು ಸಿ.ಎಸ್.ಆರ್.ಎಫ್.ಎಸ್ ನಿಧಿಯಿಂದ ಹಣ ನೀಡಿರುವುದು ಪ್ರಶಂಸನೀಯವಾಗಿದೆ. ಕೊಪ್ಪಳದಲ್ಲಿನ ಈ ಕೇಂದ್ರವು ರೈತರ ಕೌಶಲ್ಯಾಭಿವೃದ್ಧಿ, ಸಾಮರ್ಥ್ಯ ನಿರ್ಮಾಣ ಹಾಗೂ ಮೌಲಸೌಕರ್ಯಕ್ಕೆ ಸಹಾಯಕವಾಗಲಿದೆ ಎಂದರು. ಸಮಾರಂಭದಲ್ಲಿ ವಿಧಾನ ಪರಿಷತ್ ಸದಸ್ಯರಾದ ಹೇಮಲತಾ ನಾಯಕ, ಕರ್ನಾಟಕ ಸರ್ಕಾರದ ಹಣಕಾಸು ಇಲಾಖೆಯ ಕಾರ್ಯದರ್ಶಿಗಳಾದ ಡಾ. ವಿಶಾಲ ಆರ್., ನಬಾರ್ಡ್ ಡಿಜಿಎಂ ಡೈರೆಕ್ಟರ್ ಎಕೆ ಸೂದ್, ವಡಬೇಲ್ಲೂರ ಗ್ರಾಮ ಪಂಚಾಯತಿ ಅಧ್ಯಕ್ಷರಾದ ಅಂಬಮ್ಮ ಶ್ರೀಕಾಂತ ಮಹಿಸನಪೆಟ್ಟೆ, ಕೊಪ್ಪಳ ಜಿಲ್ಲಾಧಿಕಾರಿ ಡಾ. ಸುರೇಶ ಬಿ. ಇಟ್ನಾಳ್, ಜಿಲ್ಲಾ ಪಂಚಾಯತ್ ಮುಖ್ಯ ಕಾರ್ಯನಿರ್ವಾಹಕ ಅಧಿಕಾರಿ ವರ್ಣಿತ್ ನೇಗಿ, ಜಿಲ್ಲಾ ಪೊಲೀಸ್ ವರಿಷ್ಠಾಧಿಕಾರಿ ಡಾ.ರಾಮ್ ಎಲ್. ಅರಸಿದ್ದಿ, ಅಪರ ಜಿಲ್ಲಾಧಿಕಾರಿ ಸಿದ್ದಾರಾಮೇಶ್ವರ ಸೇರಿದಂತೆ ಹಲವು ಜನಪ್ರತಿನಿಧಿಗಳು, ಕೃಷಿ & ಗ್ರಾಮೀಣಾಭಿವೃದ್ಧಿ ರಾಷ್ಟ್ರೀಯ ಬ್ಯಾಂಕ್ (ನಬಾರ್ಡ್) ಬೆಂಗಳೂರಿನ ಅಧಿಕಾರಿಗಳು, ಇಂಡಿಯನ್ ಗ್ಯಾಸ್ಕೆಟ್ಸ್ ನ ರೈತ ಉತ್ಪಾದಕರ ಕಂಪನಿ ಲಿಮಿಟೆಡ್ ಪದಾಧಿಕಾರಿಗಳು ಮತ್ತು ವಿವಿಧ ಇತರೆ ಇಲಾಖೆಗಳ ಅಧಿಕಾರಿಗಳು, ರೈತರು, ಮೆಕ್ಕಗಲ್ಲು ಗ್ರಾಮಸ್ಥರು ಹಾಗೂ ಮತ್ತಿತರರಿದ್ದರು. (929, 259, 1227, 1006)
